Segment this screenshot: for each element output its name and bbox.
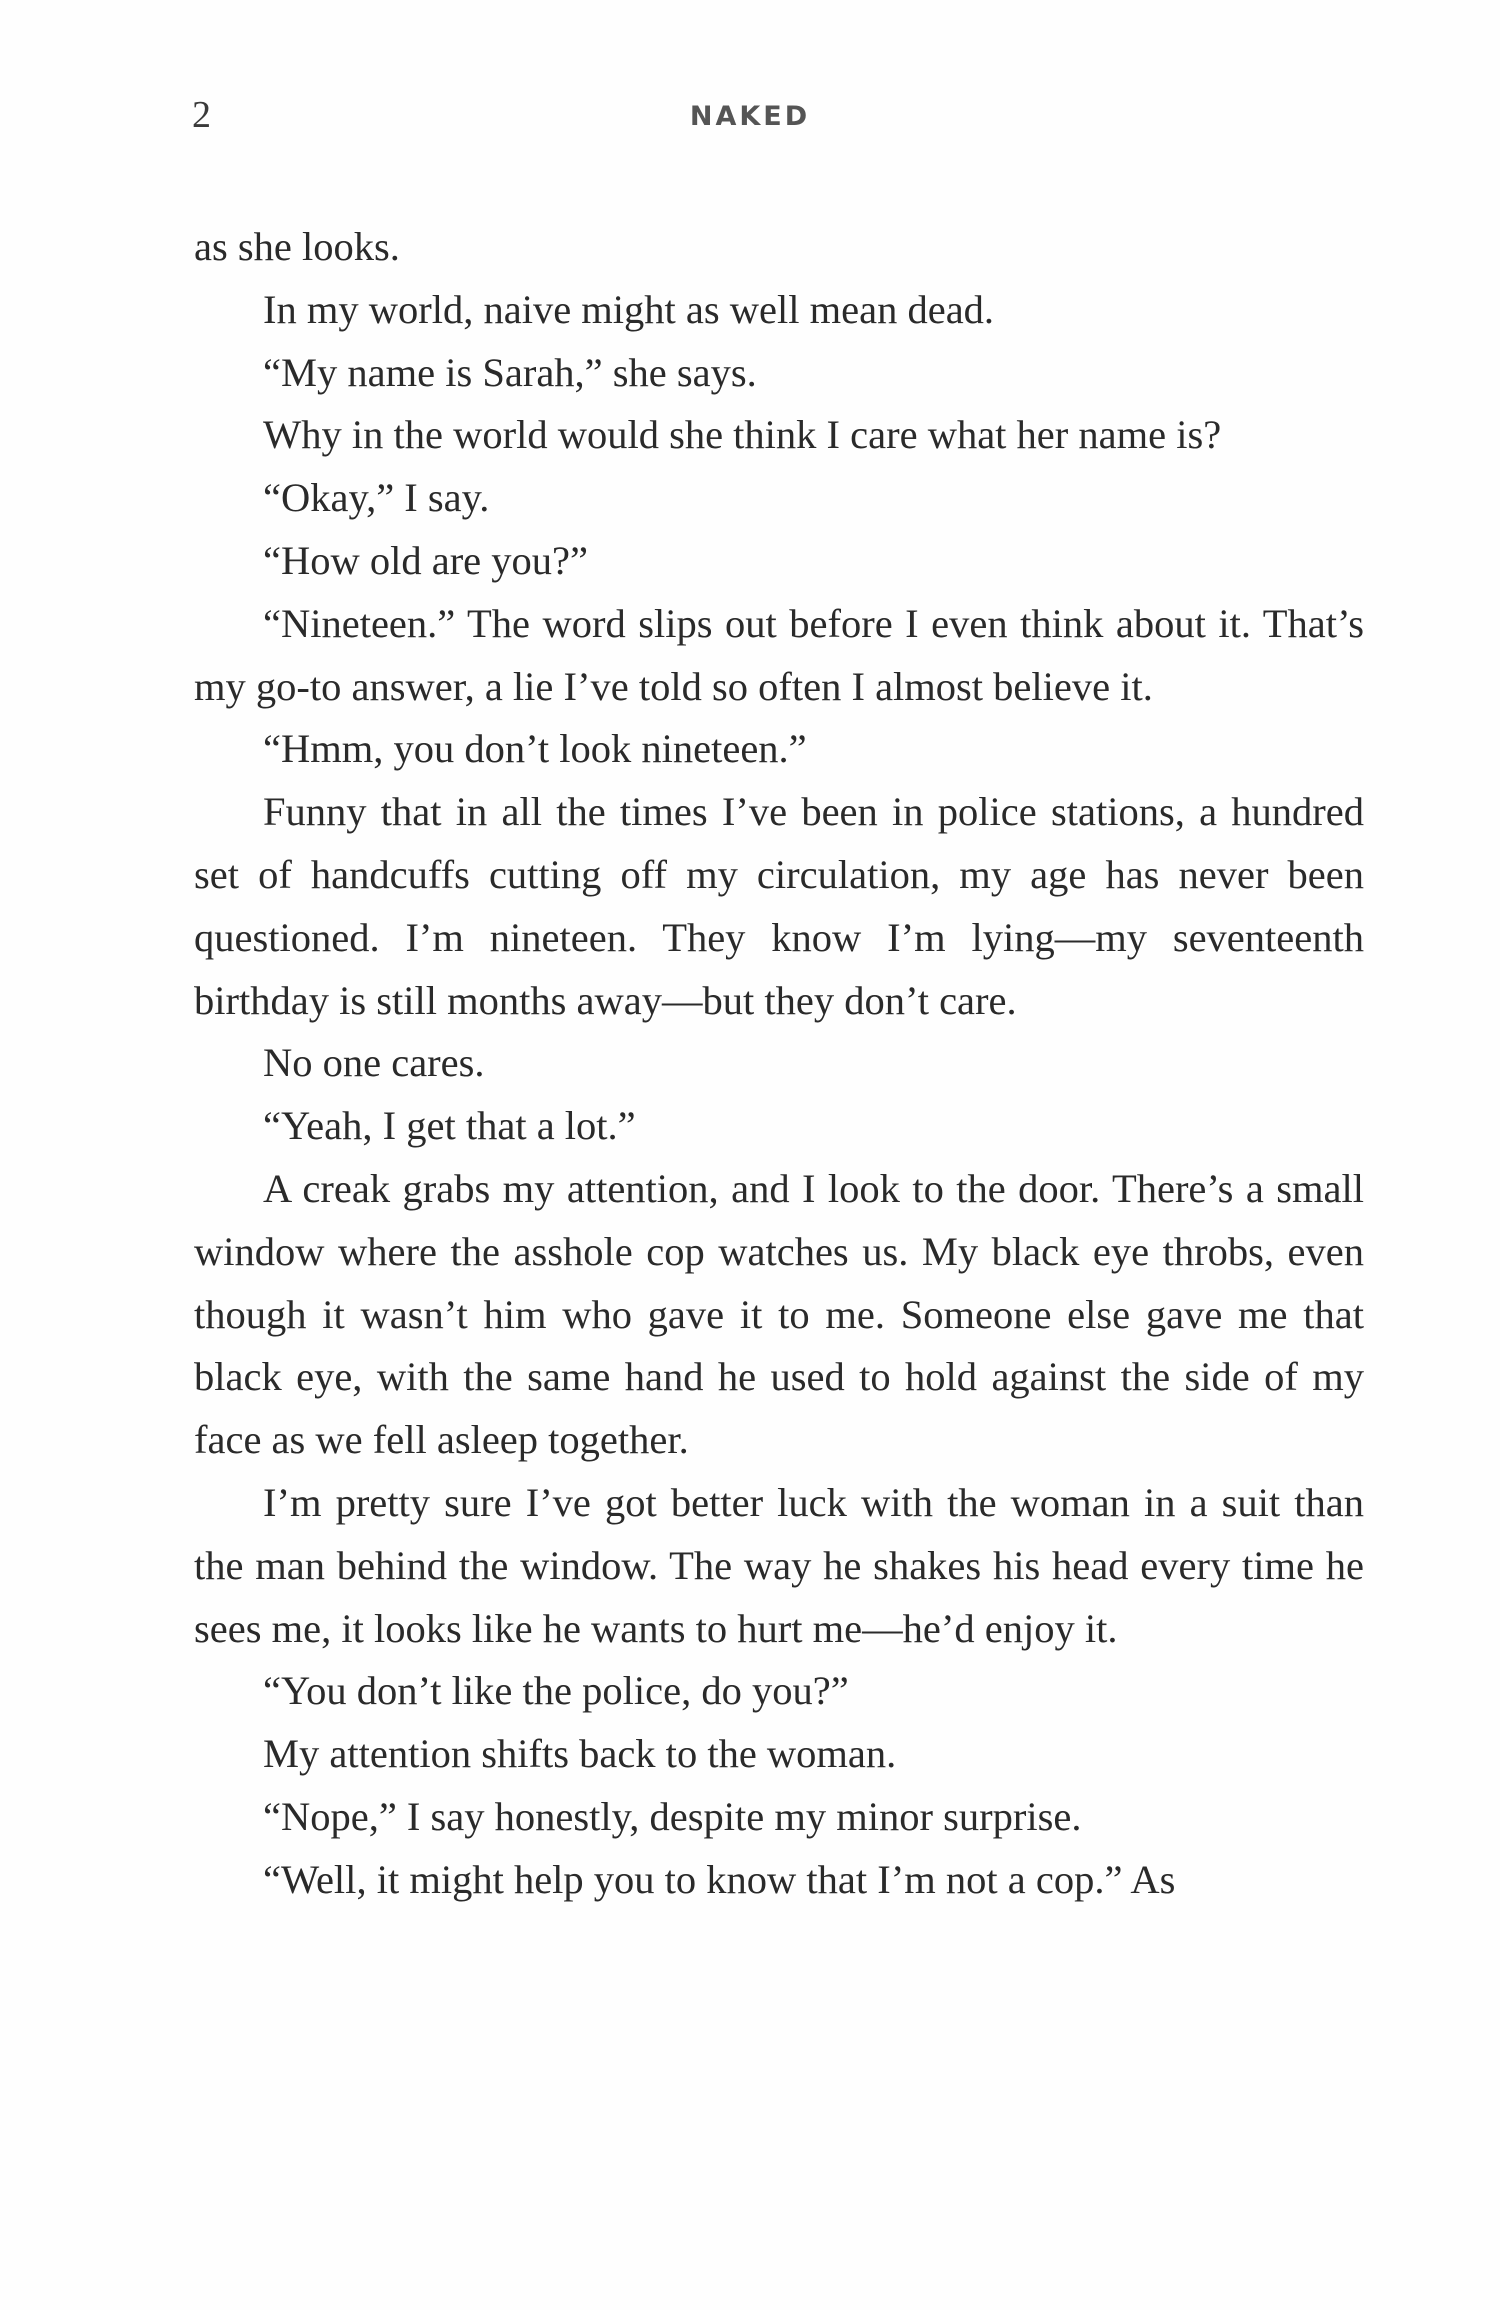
paragraph: No one cares. [263,1040,485,1086]
paragraph: “You don’t like the police, do you?” [263,1668,849,1714]
running-title: NAKED [689,101,811,132]
paragraph: In my world, naive might as well mean dead. [263,286,995,332]
paragraph: as she looks. [194,224,400,269]
paragraph: Why in the world would she think I care what her name is? [263,412,1222,458]
paragraph: A creak grabs my attention, and I look to the door. There’s a small window where the asshole cop watches us. My black eye throbs, even though it wasn’t him who gave it to me. Someone else gave me that black eye, with the same hand he used to hold against the side of my face as we fell asleep together. [194,1165,1364,1463]
paragraph: “How old are you?” [263,537,588,583]
paragraph: My attention shifts back to the woman. [263,1731,897,1777]
paragraph: Funny that in all the times I’ve been in police stations, a hundred set of handcuffs cutting off my circulation, my age has never been questioned. I’m nineteen. They know I’m lying—my seventeenth birthday is still months away—but they don’t care. [194,789,1364,1023]
paragraph: “Hmm, you don’t look nineteen.” [263,726,807,772]
body-text [194,216,1364,1912]
paragraph: “Okay,” I say. [263,475,490,521]
paragraph: I’m pretty sure I’ve got better luck with the woman in a suit than the man behind the window. The way he shakes his head every time he sees me, it looks like he wants to hurt me—he’d enjoy it. [194,1479,1364,1651]
paragraph: “My name is Sarah,” she says. [263,349,757,395]
page-number: 2 [192,94,211,136]
paragraph: “Well, it might help you to know that I’m not a cop.” As [263,1856,1176,1902]
paragraph: “Nope,” I say honestly, despite my minor surprise. [263,1793,1082,1839]
paragraph: “Nineteen.” The word slips out before I even think about it. That’s my go-to answer, a lie I’ve told so often I almost believe it. [194,600,1364,709]
paragraph: “Yeah, I get that a lot.” [263,1103,636,1149]
